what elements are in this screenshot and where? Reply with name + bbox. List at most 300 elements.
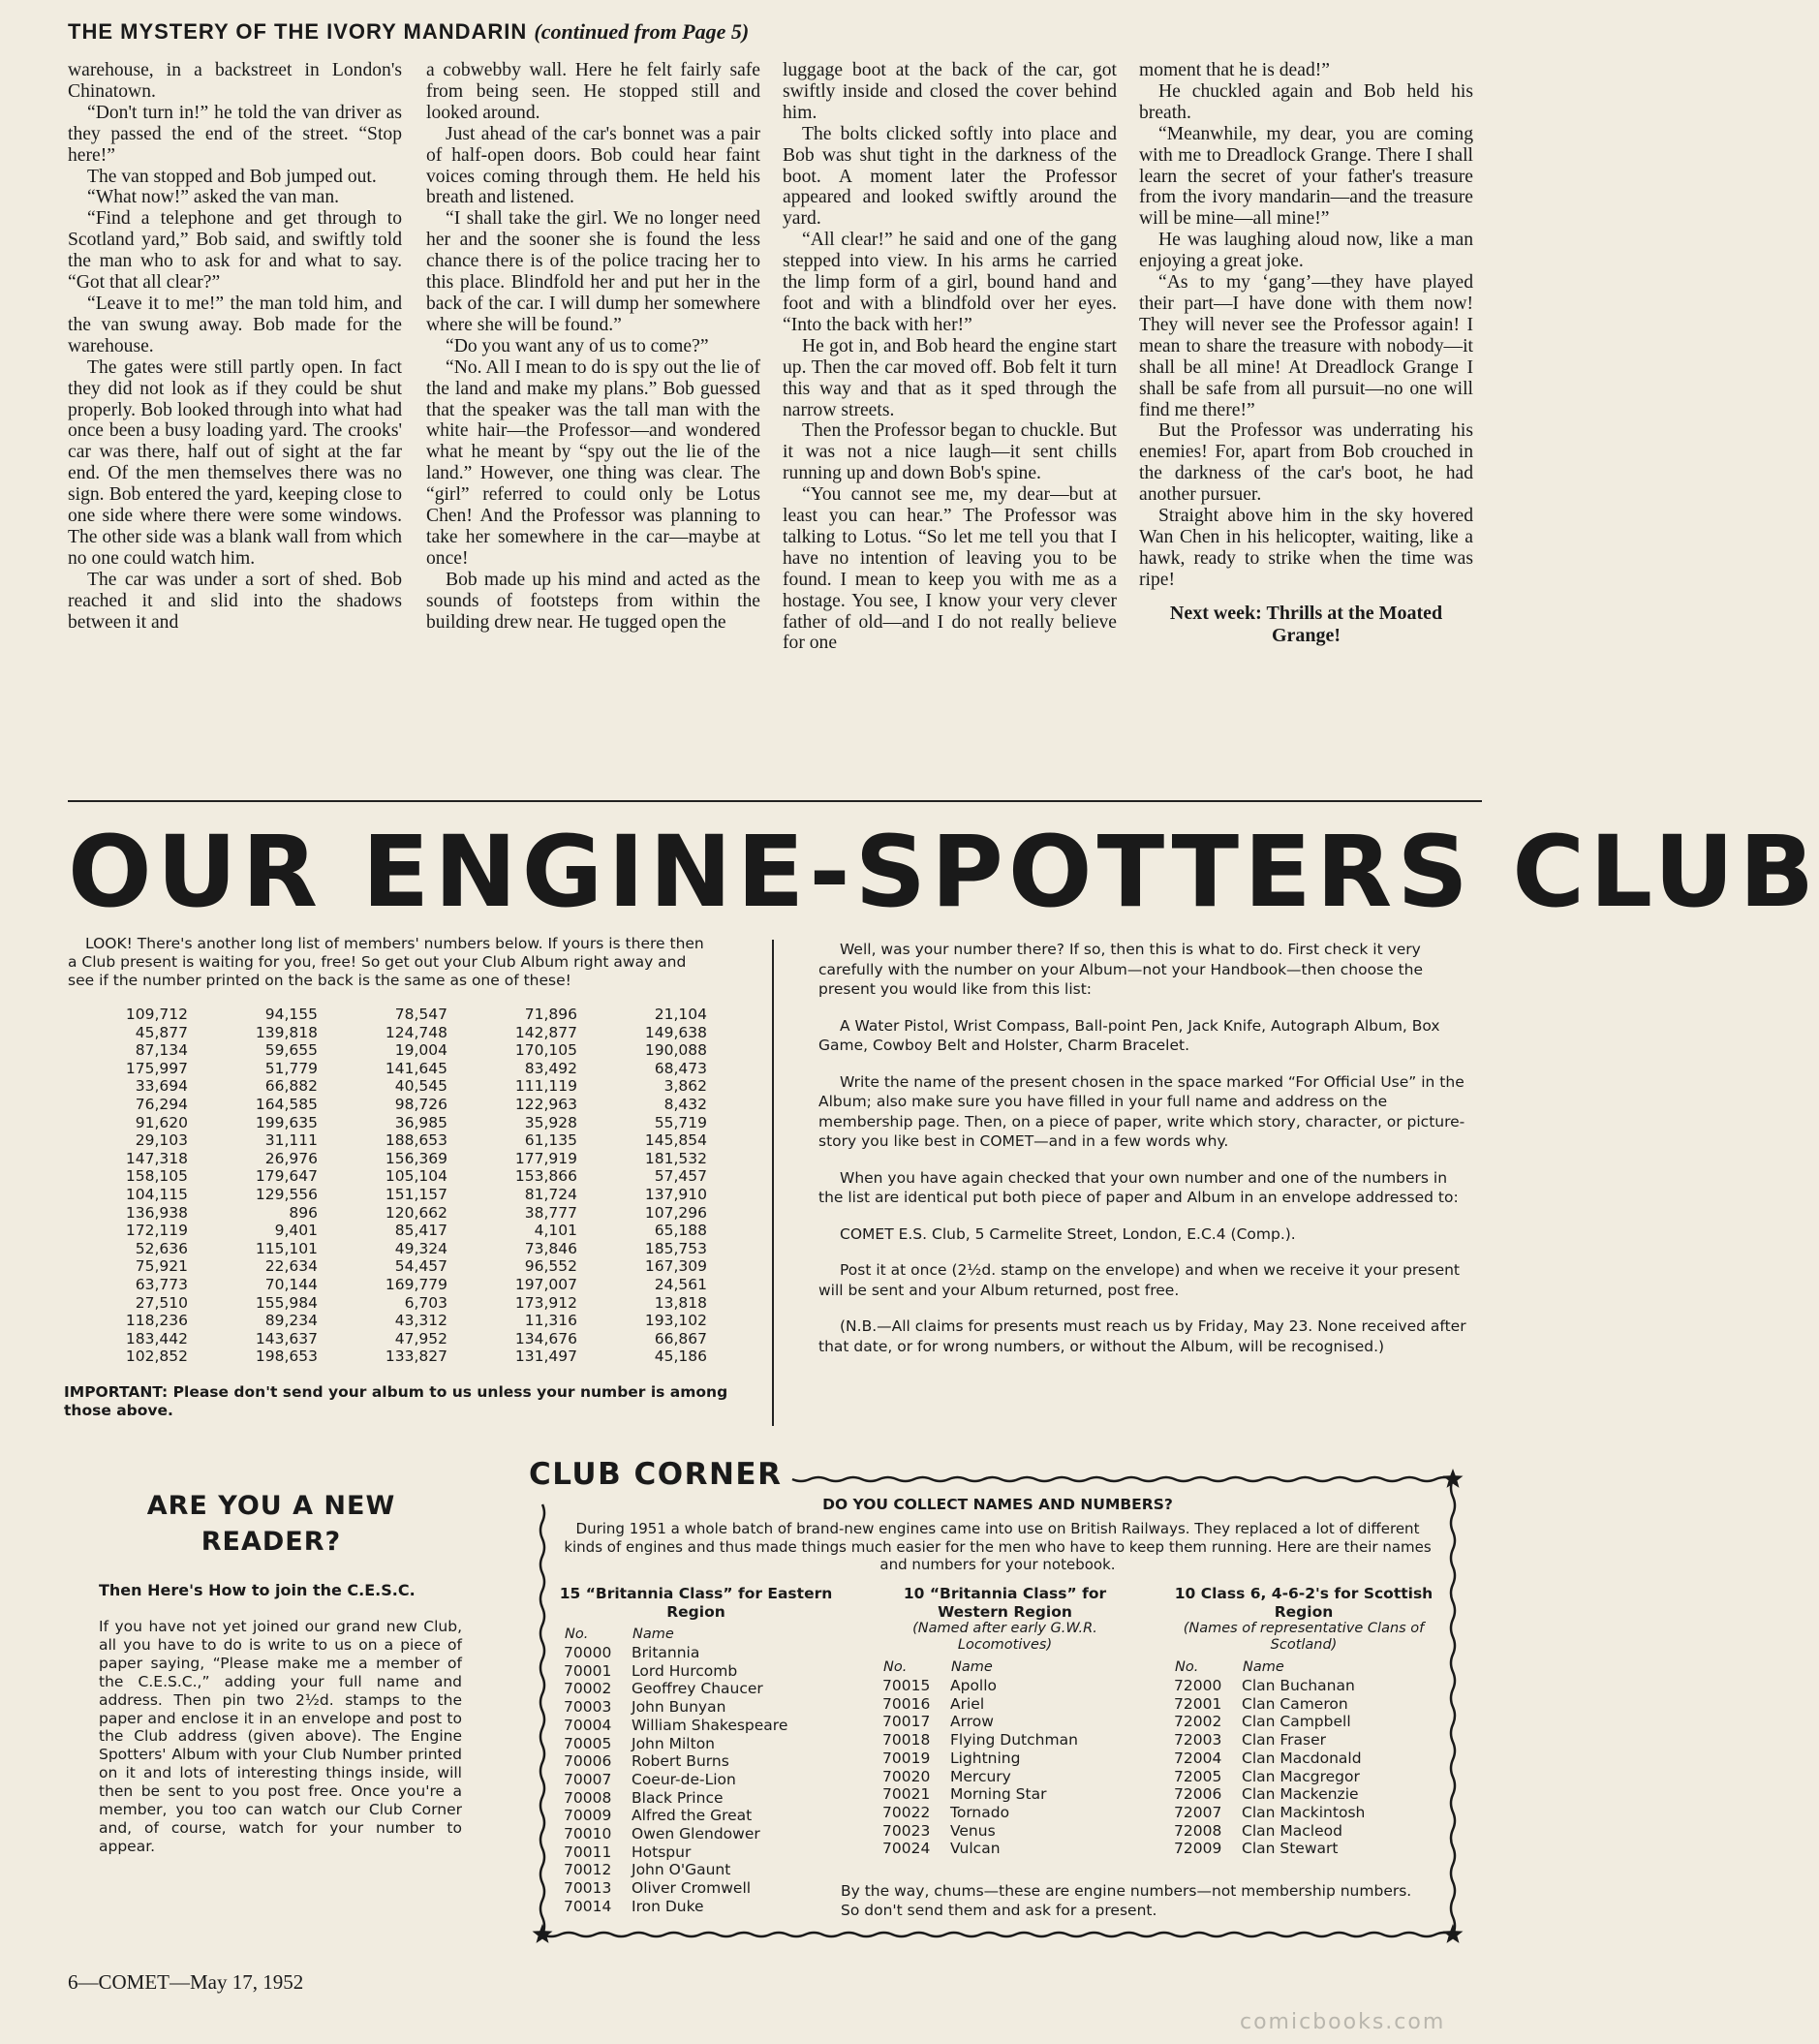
engine-row	[564, 1861, 787, 1879]
corner-star-icon	[1443, 1924, 1464, 1943]
story-paragraph: “Don't turn in!” he told the van driver as they passed the end of the street. “Stop here!”	[68, 102, 402, 166]
engine-row	[1174, 1731, 1365, 1750]
engine-number: 70000	[564, 1644, 612, 1661]
member-number: 188,653	[385, 1131, 447, 1150]
engine-number: 72000	[1174, 1677, 1222, 1694]
engine-table	[564, 1625, 787, 1916]
number-row	[68, 1131, 717, 1150]
story-paragraph: He got in, and Bob heard the engine start up. Then the car moved off. Bob felt it turn this way and that as it sped through the narrow streets.	[783, 335, 1117, 420]
engine-row	[564, 1752, 787, 1771]
engine-group-heading: 10 Class 6, 4-6-2's for Scottish Region	[1174, 1585, 1434, 1621]
engine-number: 70007	[564, 1770, 612, 1788]
story-paragraph: The car was under a sort of shed. Bob reached it and slid into the shadows between it and	[68, 569, 402, 633]
member-number: 131,497	[514, 1347, 577, 1366]
member-number: 142,877	[514, 1023, 577, 1041]
member-number: 153,866	[514, 1167, 577, 1186]
engine-name: John Bunyan	[632, 1698, 726, 1717]
member-number: 156,369	[385, 1149, 447, 1167]
number-row	[68, 1276, 717, 1294]
engine-number: 70005	[564, 1734, 612, 1752]
member-number: 66,882	[264, 1077, 318, 1096]
engine-name: Robert Burns	[632, 1752, 729, 1771]
engine-number: 70010	[564, 1825, 612, 1843]
name-column-header: Name	[951, 1659, 993, 1675]
engine-name: Clan Stewart	[1242, 1840, 1339, 1858]
number-row	[68, 1114, 717, 1132]
engine-number: 70004	[564, 1716, 612, 1734]
instruction-paragraph: Write the name of the present chosen in the space marked “For Official Use” in the Album; also make sure you have filled in your full name and address on the membership page. Then, on a piece of paper, write which story, character, or picture-story you like best in COMET—and in a few words why.	[818, 1072, 1465, 1150]
member-number: 94,155	[264, 1006, 318, 1023]
engine-number: 70021	[882, 1785, 931, 1804]
member-number: 35,928	[524, 1113, 577, 1131]
member-number: 29,103	[135, 1131, 188, 1150]
engine-row	[1174, 1750, 1365, 1768]
engine-row	[564, 1807, 787, 1825]
instruction-paragraph: A Water Pistol, Wrist Compass, Ball-point Pen, Jack Knife, Autograph Album, Box Game, Cowboy Belt and Holster, Charm Bracelet.	[818, 1016, 1440, 1054]
member-number: 65,188	[654, 1222, 707, 1240]
engine-name: Lord Hurcomb	[632, 1661, 738, 1680]
member-number: 151,157	[385, 1185, 447, 1203]
member-number: 109,712	[125, 1006, 188, 1023]
member-number: 76,294	[135, 1095, 188, 1113]
watermark: comicbooks.com	[1240, 2010, 1446, 2034]
member-number: 155,984	[255, 1293, 318, 1312]
member-number: 102,852	[125, 1347, 188, 1366]
member-numbers-table	[68, 1006, 717, 1366]
story-paragraph: The bolts clicked softly into place and Bob was shut tight in the darkness of the boot. A moment later the Professor appeared and looked swiftly around the yard.	[783, 123, 1117, 230]
engine-row	[882, 1785, 1078, 1804]
engine-row	[882, 1768, 1078, 1786]
member-number: 193,102	[644, 1312, 707, 1330]
story-column-2	[426, 60, 760, 633]
member-number: 51,779	[264, 1059, 318, 1077]
engine-name: William Shakespeare	[632, 1716, 788, 1734]
member-number: 129,556	[255, 1185, 318, 1203]
club-title: OUR ENGINE-SPOTTERS CLUB	[68, 815, 1819, 930]
member-number: 26,976	[264, 1149, 318, 1167]
story-paragraph: But the Professor was underrating his enemies! For, apart from Bob crouched in the darkness of the car's boot, he had another pursuer.	[1139, 420, 1473, 506]
engine-group-heading: 15 “Britannia Class” for Eastern Region	[559, 1585, 833, 1621]
member-number: 172,119	[125, 1222, 188, 1240]
number-column-header: No.	[565, 1626, 589, 1642]
engine-group-subheading: (Named after early G.W.R. Locomotives)	[912, 1621, 1097, 1653]
number-row	[68, 1186, 717, 1204]
number-row	[68, 1294, 717, 1313]
engine-name: Geoffrey Chaucer	[632, 1680, 763, 1698]
instruction-paragraph: Well, was your number there? If so, then this is what to do. First check it very carefully with the number on your Album—not your Handbook—then choose the present you would like from this list:	[818, 941, 1424, 998]
club-instructions	[818, 940, 1467, 1373]
engine-name: Ariel	[950, 1694, 985, 1713]
engine-name: Mercury	[950, 1767, 1011, 1785]
corner-star-icon	[1443, 1469, 1464, 1488]
member-number: 170,105	[514, 1041, 577, 1060]
member-number: 139,818	[255, 1023, 318, 1041]
engine-row	[882, 1677, 1078, 1695]
engine-row	[564, 1898, 787, 1916]
story-column-3	[783, 60, 1117, 654]
member-number: 68,473	[654, 1059, 707, 1077]
story-paragraph: Then the Professor began to chuckle. But it was not a nice laugh—it sent chills running up and down Bob's spine.	[783, 420, 1117, 484]
engine-name: Vulcan	[950, 1840, 1001, 1858]
member-number: 33,694	[135, 1077, 188, 1096]
number-row	[68, 1060, 717, 1078]
engine-number: 70020	[882, 1767, 931, 1785]
engine-row	[1174, 1695, 1365, 1714]
member-number: 4,101	[534, 1222, 577, 1240]
story-paragraph: “Find a telephone and get through to Scotland yard,” Bob said, and swiftly told the man who to ask for and what to say. “Got that all clear?”	[68, 208, 402, 294]
story-paragraph: The van stopped and Bob jumped out.	[87, 166, 377, 187]
engine-row	[564, 1789, 787, 1808]
engine-row	[1174, 1785, 1365, 1804]
engine-row	[564, 1662, 787, 1681]
number-row	[68, 1330, 717, 1348]
engine-row	[564, 1735, 787, 1753]
member-number: 13,818	[654, 1293, 707, 1312]
engine-number: 72003	[1174, 1731, 1222, 1750]
story-paragraph: Just ahead of the car's bonnet was a pair of half-open doors. Bob could hear faint voices coming through them. He held his breath and listened.	[426, 123, 760, 208]
engine-name: John O'Gaunt	[632, 1861, 731, 1879]
engine-name: Flying Dutchman	[950, 1731, 1078, 1750]
engine-name: Iron Duke	[632, 1897, 704, 1915]
number-row	[68, 1240, 717, 1258]
story-paragraph: He was laughing aloud now, like a man enjoying a great joke.	[1139, 230, 1473, 272]
engine-name: Oliver Cromwell	[632, 1879, 752, 1898]
member-number: 89,234	[264, 1312, 318, 1330]
club-corner-intro: During 1951 a whole batch of brand-new engines came into use on British Railways. They replaced a lot of different kinds of engines and thus made things much easier for the men who have to keep them running. Here are their names and numbers for your notebook.	[564, 1520, 1432, 1573]
number-row	[68, 1096, 717, 1114]
engine-number: 70006	[564, 1752, 612, 1771]
member-number: 81,724	[524, 1185, 577, 1203]
club-corner-title: CLUB CORNER	[529, 1457, 786, 1492]
story-paragraph: “As to my ‘gang’—they have played their part—I have done with them now! They will never see the Professor again! I mean to share the treasure with nobody—it shall be all mine! At Dreadlock Grange I shall be safe from all pursuit—no one will find me there!”	[1139, 272, 1473, 420]
engine-name: Alfred the Great	[632, 1807, 753, 1825]
member-number: 143,637	[255, 1329, 318, 1347]
column-divider	[772, 940, 774, 1426]
engine-row	[1174, 1768, 1365, 1786]
engine-group-eastern	[548, 1585, 844, 1916]
member-number: 120,662	[385, 1203, 447, 1222]
instruction-paragraph: When you have again checked that your own number and one of the numbers in the list are identical put both piece of paper and Album in an envelope addressed to:	[818, 1168, 1459, 1206]
engine-name: Black Prince	[632, 1788, 724, 1807]
member-number: 45,877	[135, 1023, 188, 1041]
number-row	[68, 1167, 717, 1186]
corner-star-icon	[533, 1924, 553, 1943]
member-number: 134,676	[514, 1329, 577, 1347]
engine-group-heading: 10 “Britannia Class” for Western Region	[903, 1585, 1107, 1621]
member-number: 199,635	[255, 1113, 318, 1131]
new-reader-body: If you have not yet joined our grand new Club, all you have to do is write to us on a piece of paper saying, “Please make me a member of the C.E.S.C.,” adding your full name and address. Then pin two 2½d. stamps to the paper and enclose it in an envelope and post to the Club address (given above). The Engine Spotters' Album with your Club Number printed on it and lots of interesting things inside, will then be sent to you post free. Once you're a member, you too can watch our Club Corner and, of course, watch for your number to appear.	[99, 1618, 462, 1855]
engine-name: John Milton	[632, 1734, 715, 1752]
member-number: 43,312	[394, 1312, 447, 1330]
engine-name: Clan Macgregor	[1242, 1767, 1360, 1785]
engine-row	[564, 1843, 787, 1862]
engine-name: Apollo	[950, 1677, 998, 1694]
engine-row	[564, 1717, 787, 1735]
engine-name: Clan Cameron	[1242, 1694, 1348, 1713]
member-number: 49,324	[394, 1239, 447, 1257]
member-number: 27,510	[135, 1293, 188, 1312]
engine-number: 70016	[882, 1694, 931, 1713]
border-top	[792, 1477, 1453, 1481]
number-column-header: No.	[1175, 1659, 1199, 1675]
new-reader-heading: ARE YOU A NEW READER?	[146, 1491, 396, 1557]
member-number: 6,703	[404, 1293, 447, 1312]
engine-row	[564, 1644, 787, 1662]
new-reader-subheading: Then Here's How to join the C.E.S.C.	[99, 1581, 416, 1599]
engine-name: Clan Mackintosh	[1242, 1803, 1366, 1821]
engine-number: 70017	[882, 1713, 931, 1731]
member-number: 9,401	[274, 1222, 318, 1240]
story-paragraph: warehouse, in a backstreet in London's Chinatown.	[68, 60, 402, 102]
story-paragraph: “Leave it to me!” the man told him, and the van swung away. Bob made for the warehouse.	[68, 293, 402, 356]
instruction-paragraph: Post it at once (2½d. stamp on the envelope) and when we receive it your present will be sent and your Album returned, post free.	[818, 1261, 1461, 1299]
member-number: 40,545	[394, 1077, 447, 1096]
story-paragraph: “No. All I mean to do is spy out the lie of the land and make my plans.” Bob guessed that the speaker was the tall man with the white hair—the Professor—and wondered what he meant by “spy out the lie of the land.” However, one thing was clear. The “girl” referred to could only be Lotus Chen! And the Professor was planning to take her somewhere in the car—maybe at once!	[426, 356, 760, 569]
engine-number: 72008	[1174, 1821, 1222, 1840]
member-number: 183,442	[125, 1329, 188, 1347]
important-label: IMPORTANT:	[64, 1383, 169, 1401]
instruction-paragraph: COMET E.S. Club, 5 Carmelite Street, London, E.C.4 (Comp.).	[840, 1224, 1296, 1243]
member-number: 71,896	[524, 1006, 577, 1023]
engine-row	[882, 1731, 1078, 1750]
member-number: 24,561	[654, 1275, 707, 1293]
member-number: 87,134	[135, 1041, 188, 1060]
engine-name: Lightning	[950, 1749, 1021, 1767]
engine-name: Tornado	[950, 1803, 1010, 1821]
continued-note: (continued from Page 5)	[534, 19, 750, 44]
engine-row	[882, 1840, 1078, 1858]
number-row	[68, 1257, 717, 1276]
engine-name: Morning Star	[950, 1785, 1047, 1804]
engine-row	[1174, 1677, 1365, 1695]
engine-name: Coeur-de-Lion	[632, 1770, 736, 1788]
engine-number: 72005	[1174, 1767, 1222, 1785]
story-paragraph: Bob made up his mind and acted as the sounds of footsteps from within the building drew near. He tugged open the	[426, 569, 760, 633]
engine-name: Hotspur	[632, 1843, 692, 1861]
club-intro: LOOK! There's another long list of members' numbers below. If yours is there then a Club present is waiting for you, free! So get out your Club Album right away and see if the number printed on the back is the same as one of these!	[68, 935, 704, 989]
member-number: 55,719	[654, 1113, 707, 1131]
story-paragraph: “I shall take the girl. We no longer need her and the sooner she is found the less chance there is of the police tracing her to this place. Blindfold her and put her in the back of the car. I will dump her somewhere where she will be found.”	[426, 208, 760, 335]
engine-table	[1174, 1657, 1365, 1858]
member-number: 122,963	[514, 1095, 577, 1113]
member-number: 83,492	[524, 1059, 577, 1077]
member-number: 177,919	[514, 1149, 577, 1167]
engine-row	[1174, 1804, 1365, 1822]
number-row	[68, 1204, 717, 1223]
member-number: 85,417	[394, 1222, 447, 1240]
member-number: 91,620	[135, 1113, 188, 1131]
member-number: 22,634	[264, 1257, 318, 1276]
engine-row	[882, 1750, 1078, 1768]
engine-number: 70011	[564, 1843, 612, 1861]
member-number: 167,309	[644, 1257, 707, 1276]
story-paragraph: He chuckled again and Bob held his breath.	[1139, 80, 1473, 123]
story-paragraph: “You cannot see me, my dear—but at least you can hear.” The Professor was talking to Lotus. “So let me tell you that I have no intention of leaving you to be found. I mean to keep you with me as a hostage. You see, I know your very clever father of old—and I do not really believe for one	[783, 484, 1117, 654]
story-paragraph: a cobwebby wall. Here he felt fairly safe from being seen. He stopped still and looked around.	[426, 60, 760, 123]
engine-name: Venus	[950, 1821, 996, 1840]
member-number: 181,532	[644, 1149, 707, 1167]
engine-name: Clan Macleod	[1242, 1821, 1342, 1840]
number-row	[68, 1077, 717, 1096]
engine-name: Arrow	[950, 1713, 994, 1731]
number-row	[68, 1312, 717, 1330]
engine-number: 72001	[1174, 1694, 1222, 1713]
engine-group-western	[867, 1585, 1143, 1858]
member-number: 147,318	[125, 1149, 188, 1167]
engine-row	[564, 1698, 787, 1717]
engine-number: 70018	[882, 1731, 931, 1750]
engine-name: Clan Mackenzie	[1242, 1785, 1359, 1804]
member-number: 149,638	[644, 1023, 707, 1041]
engine-group-subheading: (Names of representative Clans of Scotland)	[1183, 1621, 1425, 1653]
member-number: 98,726	[394, 1095, 447, 1113]
section-divider	[68, 800, 1482, 802]
story-header	[68, 19, 1482, 52]
member-number: 63,773	[135, 1275, 188, 1293]
engine-number: 70019	[882, 1749, 931, 1767]
member-number: 75,921	[135, 1257, 188, 1276]
story-paragraph: The gates were still partly open. In fact they did not look as if they could be shut properly. Bob looked through into what had once been a busy loading yard. The crooks' car was there, half out of sight at the far end. Of the men themselves there was no sign. Bob entered the yard, keeping close to one side where there were some windows. The other side was a blank wall from which no one could watch him.	[68, 356, 402, 569]
engine-number: 72009	[1174, 1840, 1222, 1858]
number-row	[68, 1347, 717, 1366]
engine-row	[882, 1822, 1078, 1841]
member-number: 31,111	[264, 1131, 318, 1150]
member-number: 47,952	[394, 1329, 447, 1347]
member-number: 36,985	[394, 1113, 447, 1131]
story-paragraph: luggage boot at the back of the car, got swiftly inside and closed the cover behind him.	[783, 60, 1117, 123]
page-footer: 6—COMET—May 17, 1952	[68, 1970, 304, 1994]
member-number: 115,101	[255, 1239, 318, 1257]
story-paragraph: moment that he is dead!”	[1139, 60, 1330, 80]
story-column-1	[68, 60, 402, 633]
member-number: 145,854	[644, 1131, 707, 1150]
member-number: 111,119	[514, 1077, 577, 1096]
border-right	[1451, 1479, 1455, 1935]
engine-name: Clan Macdonald	[1242, 1749, 1362, 1767]
member-number: 61,135	[524, 1131, 577, 1150]
engine-name: Clan Fraser	[1242, 1731, 1327, 1750]
engine-row	[564, 1825, 787, 1843]
member-number: 11,316	[524, 1312, 577, 1330]
next-week-teaser: Next week: Thrills at the Moated Grange!	[1169, 602, 1443, 646]
engine-row	[1174, 1713, 1365, 1731]
member-number: 164,585	[255, 1095, 318, 1113]
number-row	[68, 1024, 717, 1042]
engine-group-scottish	[1158, 1585, 1449, 1858]
engine-number: 72004	[1174, 1749, 1222, 1767]
engine-row	[564, 1771, 787, 1789]
member-number: 896	[289, 1203, 318, 1222]
story-paragraph: “What now!” asked the van man.	[87, 187, 340, 208]
member-number: 96,552	[524, 1257, 577, 1276]
number-column-header: No.	[883, 1659, 908, 1675]
member-number: 179,647	[255, 1167, 318, 1186]
number-row	[68, 1041, 717, 1060]
member-number: 190,088	[644, 1041, 707, 1060]
engine-row	[882, 1695, 1078, 1714]
member-number: 21,104	[654, 1006, 707, 1023]
engine-number: 70015	[882, 1677, 931, 1694]
member-number: 52,636	[135, 1239, 188, 1257]
engine-number: 70024	[882, 1840, 931, 1858]
story-paragraph: Straight above him in the sky hovered Wan Chen in his helicopter, waiting, like a hawk, ready to strike when the time was ripe!	[1139, 506, 1473, 590]
member-number: 107,296	[644, 1203, 707, 1222]
member-number: 118,236	[125, 1312, 188, 1330]
engine-number: 70001	[564, 1661, 612, 1680]
member-number: 19,004	[394, 1041, 447, 1060]
engine-number: 70023	[882, 1821, 931, 1840]
engine-row	[564, 1680, 787, 1698]
member-number: 173,912	[514, 1293, 577, 1312]
member-number: 38,777	[524, 1203, 577, 1222]
engine-number: 70009	[564, 1807, 612, 1825]
engine-row	[882, 1804, 1078, 1822]
club-corner-footnote: By the way, chums—these are engine numbers—not membership numbers. So don't send them and ask for a present.	[841, 1882, 1412, 1919]
member-number: 70,144	[264, 1275, 318, 1293]
name-column-header: Name	[632, 1626, 674, 1642]
engine-row	[1174, 1840, 1365, 1858]
member-number: 66,867	[654, 1329, 707, 1347]
important-text: Please don't send your album to us unless your number is among those above.	[64, 1383, 728, 1419]
engine-number: 70008	[564, 1788, 612, 1807]
member-number: 137,910	[644, 1185, 707, 1203]
engine-number: 70013	[564, 1879, 612, 1898]
number-row	[68, 1150, 717, 1168]
member-number: 185,753	[644, 1239, 707, 1257]
club-corner-question: DO YOU COLLECT NAMES AND NUMBERS?	[822, 1496, 1173, 1513]
member-number: 197,007	[514, 1275, 577, 1293]
engine-number: 70003	[564, 1698, 612, 1717]
engine-number: 70012	[564, 1861, 612, 1879]
member-number: 133,827	[385, 1347, 447, 1366]
member-number: 59,655	[264, 1041, 318, 1060]
important-note	[64, 1383, 732, 1419]
engine-number: 70002	[564, 1680, 612, 1698]
engine-number: 72007	[1174, 1803, 1222, 1821]
engine-name: Owen Glendower	[632, 1825, 760, 1843]
instruction-paragraph: (N.B.—All claims for presents must reach us by Friday, May 23. None received after that date, or for wrong numbers, or without the Album, will be recognised.)	[818, 1317, 1466, 1355]
member-number: 158,105	[125, 1167, 188, 1186]
engine-name: Clan Buchanan	[1242, 1677, 1355, 1694]
number-row	[68, 1222, 717, 1240]
member-number: 141,645	[385, 1059, 447, 1077]
story-paragraph: “Do you want any of us to come?”	[446, 335, 709, 356]
member-number: 73,846	[524, 1239, 577, 1257]
engine-name: Britannia	[632, 1644, 700, 1661]
member-number: 45,186	[654, 1347, 707, 1366]
engine-number: 70014	[564, 1897, 612, 1915]
member-number: 57,457	[654, 1167, 707, 1186]
member-number: 175,997	[125, 1059, 188, 1077]
story-paragraph: “All clear!” he said and one of the gang stepped into view. In his arms he carried the limp form of a girl, bound hand and foot and with a blindfold over her eyes. “Into the back with her!”	[783, 230, 1117, 335]
member-number: 78,547	[394, 1006, 447, 1023]
engine-row	[882, 1713, 1078, 1731]
number-row	[68, 1006, 717, 1024]
border-bottom	[542, 1933, 1453, 1936]
member-number: 169,779	[385, 1275, 447, 1293]
story-column-4	[1139, 60, 1473, 647]
story-title: THE MYSTERY OF THE IVORY MANDARIN	[68, 19, 528, 44]
engine-row	[1174, 1822, 1365, 1841]
member-number: 124,748	[385, 1023, 447, 1041]
engine-number: 70022	[882, 1803, 931, 1821]
engine-name: Clan Campbell	[1242, 1713, 1351, 1731]
member-number: 136,938	[125, 1203, 188, 1222]
engine-number: 72002	[1174, 1713, 1222, 1731]
member-number: 104,115	[125, 1185, 188, 1203]
border-left	[540, 1504, 544, 1935]
engine-number: 72006	[1174, 1785, 1222, 1804]
